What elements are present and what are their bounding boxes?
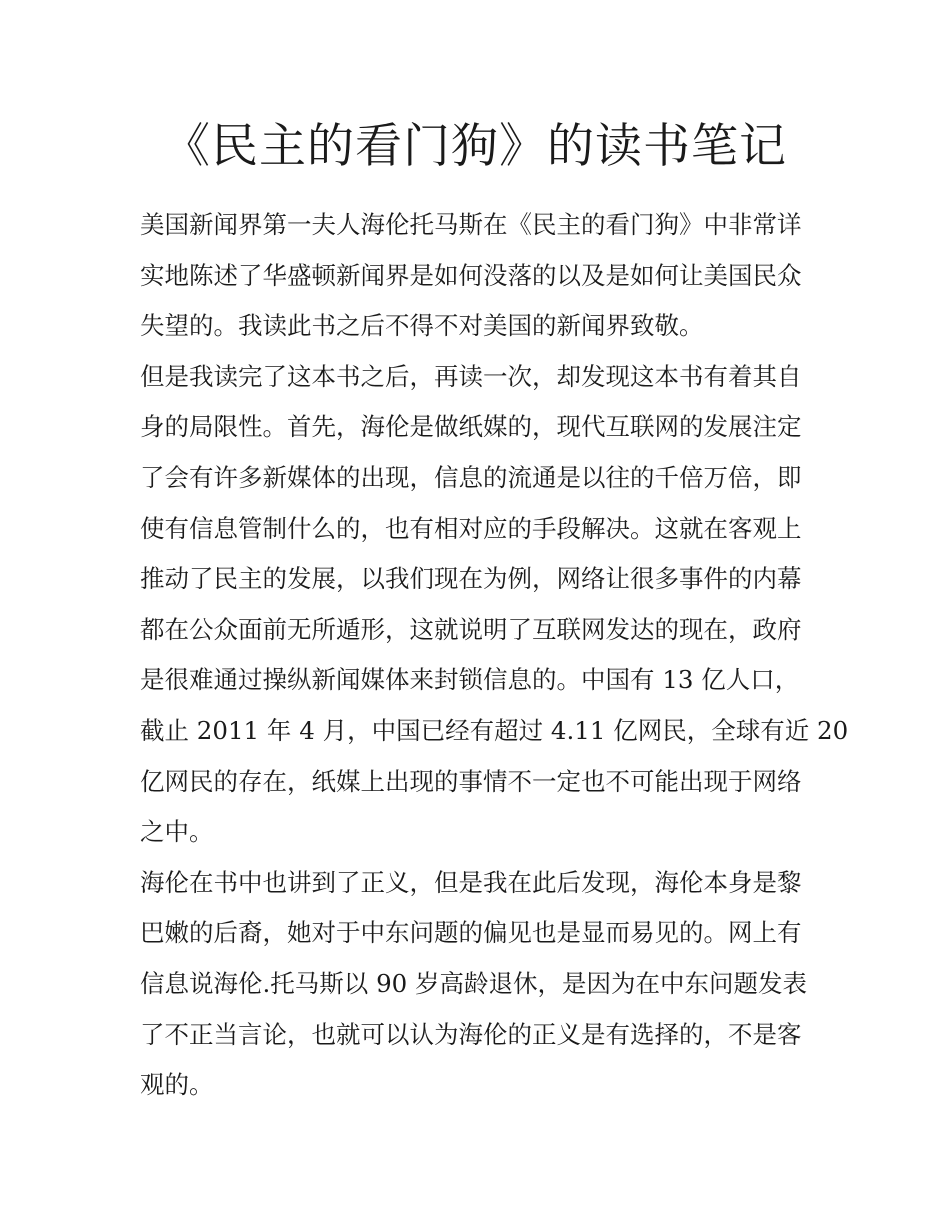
text-line: 但是我读完了这本书之后，再读一次，却发现这本书有着其自: [140, 361, 802, 391]
paragraph-justice: [140, 858, 812, 1111]
text-line: 了会有许多新媒体的出现，信息的流通是以往的千倍万倍，即: [140, 462, 802, 492]
text-line: 美国新闻界第一夫人海伦托马斯在《民主的看门狗》中非常详: [140, 210, 802, 239]
text-line: 亿网民的存在，纸媒上出现的事情不一定也不可能出现于网络: [140, 766, 802, 796]
text-line: 了不正当言论，也就可以认为海伦的正义是有选择的，不是客: [140, 1019, 802, 1049]
text-line: 推动了民主的发展，以我们现在为例，网络让很多事件的内幕: [140, 564, 802, 594]
paragraph-limitations: [140, 352, 849, 858]
text-line: 是很难通过操纵新闻媒体来封锁信息的。中国有 13 亿人口，: [140, 665, 800, 695]
paragraph-intro: [140, 200, 812, 352]
text-line: 身的局限性。首先，海伦是做纸媒的，现代互联网的发展注定: [140, 412, 802, 442]
text-line: 都在公众面前无所遁形，这就说明了互联网发达的现在，政府: [140, 614, 802, 644]
text-line: 实地陈述了华盛顿新闻界是如何没落的以及是如何让美国民众: [140, 260, 802, 290]
text-line: 海伦在书中也讲到了正义，但是我在此后发现，海伦本身是黎: [140, 867, 802, 897]
text-line: 巴嫩的后裔，她对于中东问题的偏见也是显而易见的。网上有: [140, 918, 802, 948]
text-line: 信息说海伦.托马斯以 90 岁高龄退休，是因为在中东问题发表: [140, 968, 808, 998]
text-line: 观的。: [140, 1070, 214, 1100]
text-line: 使有信息管制什么的，也有相对应的手段解决。这就在客观上: [140, 513, 802, 543]
text-line: 之中。: [140, 817, 214, 847]
document-title: 《民主的看门狗》的读书笔记: [163, 119, 787, 174]
text-line: 失望的。我读此书之后不得不对美国的新闻界致敬。: [140, 311, 704, 341]
text-line: 截止 2011 年 4 月，中国已经有超过 4.11 亿网民，全球有近 20: [140, 715, 849, 745]
document-body: [140, 200, 849, 1111]
